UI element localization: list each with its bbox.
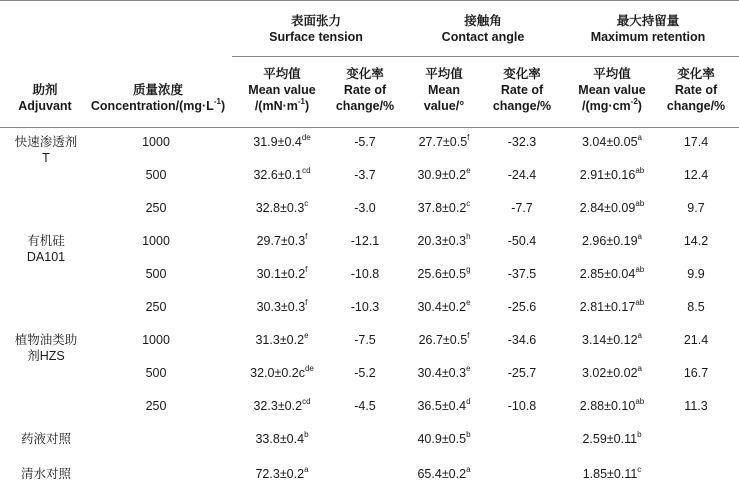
contact-angle-mean-cell: 37.8±0.2$^c$ [417,198,471,215]
concentration-cell: 250 [145,201,167,215]
adjuvant-label-solution-control: 药液对照 [20,432,71,446]
header-st-rate: 变化率 Rate of change/% [335,67,395,113]
surface-tension-mean-cell: 31.3±0.2$^e$ [255,330,309,347]
max-retention-rate-cell: 14.2 [683,234,709,248]
concentration-cell: 1000 [142,135,170,149]
contact-angle-rate-cell: -24.4 [507,168,537,182]
table-top-rule [0,0,739,1]
group-header-contact-angle: 接触角 Contact angle [441,14,525,44]
contact-angle-mean-cell: 40.9±0.5$^b$ [417,429,471,446]
max-retention-mean-cell: 2.84±0.09$^{ab}$ [579,198,645,215]
concentration-cell: 500 [145,267,167,281]
contact-angle-mean-cell: 30.9±0.2$^e$ [417,165,471,182]
surface-tension-rate-cell: -5.7 [354,135,376,149]
contact-angle-rate-cell: -34.6 [507,333,537,347]
contact-angle-rate-cell: -25.7 [507,366,537,380]
header-concentration: 质量浓度 Concentration/$(mg\cdot L^{-1})$ [90,83,226,113]
group-header-rule [232,56,739,57]
header-mr-mean: 平均值 Mean value $/(mg\cdot cm^{-2})$ [578,67,646,113]
header-adjuvant: 助剂 Adjuvant [18,83,72,113]
concentration-cell: 1000 [142,234,170,248]
group-header-surface-tension: 表面张力 Surface tension [269,14,363,44]
max-retention-rate-cell: 11.3 [684,399,708,413]
adjuvant-label-hzs: 植物油类助 剂HZS [14,333,78,363]
contact-angle-rate-cell: -25.6 [507,300,537,314]
max-retention-rate-cell: 16.7 [683,366,709,380]
max-retention-rate-cell: 12.4 [683,168,709,182]
surface-tension-mean-cell: 32.6±0.1$^{cd}$ [253,165,311,182]
max-retention-mean-cell: 3.04±0.05$^a$ [582,132,642,149]
surface-tension-rate-cell: -3.7 [354,168,376,182]
surface-tension-rate-cell: -5.2 [354,366,376,380]
header-mr-rate: 变化率 Rate of change/% [666,67,726,113]
concentration-cell: 250 [145,399,167,413]
surface-tension-rate-cell: -4.5 [354,399,376,413]
max-retention-mean-cell: 3.14±0.12$^a$ [582,330,642,347]
max-retention-mean-cell: 2.91±0.16$^{ab}$ [579,165,645,182]
max-retention-mean-cell: 2.81±0.17$^{ab}$ [579,297,645,314]
max-retention-mean-cell: 1.85±0.11$^c$ [582,464,642,481]
concentration-cell: 250 [145,300,167,314]
header-ca-rate: 变化率 Rate of change/% [492,67,552,113]
surface-tension-rate-cell: -3.0 [354,201,376,215]
contact-angle-mean-cell: 30.4±0.2$^e$ [417,297,471,314]
max-retention-mean-cell: 2.59±0.11$^b$ [582,429,642,446]
header-bottom-rule [0,127,739,128]
contact-angle-rate-cell: -37.5 [507,267,537,281]
surface-tension-rate-cell: -7.5 [354,333,376,347]
surface-tension-mean-cell: 72.3±0.2$^a$ [255,464,309,481]
surface-tension-mean-cell: 33.8±0.4$^b$ [255,429,309,446]
adjuvant-label-da101: 有机硅 DA101 [26,234,66,264]
max-retention-rate-cell: 21.4 [683,333,709,347]
max-retention-rate-cell: 9.9 [687,267,705,281]
max-retention-mean-cell: 2.96±0.19$^a$ [582,231,642,248]
max-retention-mean-cell: 2.88±0.10$^{ab}$ [579,396,645,413]
contact-angle-mean-cell: 25.6±0.5$^g$ [417,264,471,281]
contact-angle-mean-cell: 20.3±0.3$^h$ [417,231,471,248]
surface-tension-mean-cell: 30.3±0.3$^f$ [256,297,308,314]
adjuvant-label-water-control: 清水对照 [20,467,71,481]
surface-tension-rate-cell: -12.1 [350,234,380,248]
surface-tension-mean-cell: 31.9±0.4de [253,132,311,149]
contact-angle-mean-cell: 26.7±0.5$^f$ [418,330,470,347]
concentration-cell: 500 [145,168,167,182]
header-st-mean: 平均值 Mean value $/(mN\cdot m^{-1})$ [248,67,316,113]
contact-angle-mean-cell: 30.4±0.3$^e$ [417,363,471,380]
contact-angle-rate-cell: -10.8 [507,399,537,413]
surface-tension-mean-cell: 29.7±0.3$^f$ [256,231,308,248]
contact-angle-mean-cell: 65.4±0.2$^a$ [417,464,471,481]
surface-tension-rate-cell: -10.3 [350,300,380,314]
adjuvant-label-t: 快速渗透剂 T [14,135,78,165]
concentration-cell: 500 [145,366,167,380]
surface-tension-mean-cell: 30.1±0.2$^f$ [256,264,308,281]
header-ca-mean: 平均值 Mean value/° [423,67,465,113]
contact-angle-rate-cell: -7.7 [511,201,533,215]
concentration-cell: 1000 [142,333,170,347]
max-retention-mean-cell: 3.02±0.02$^a$ [582,363,642,380]
max-retention-rate-cell: 9.7 [687,201,705,215]
contact-angle-mean-cell: 27.7±0.5$^f$ [418,132,470,149]
surface-tension-mean-cell: 32.3±0.2$^{cd}$ [253,396,311,413]
max-retention-rate-cell: 17.4 [683,135,709,149]
surface-tension-mean-cell: 32.8±0.3$^c$ [255,198,309,215]
group-header-maximum-retention: 最大持留量 Maximum retention [590,14,706,44]
contact-angle-rate-cell: -32.3 [507,135,537,149]
contact-angle-rate-cell: -50.4 [507,234,537,248]
surface-tension-rate-cell: -10.8 [350,267,380,281]
max-retention-rate-cell: 8.5 [687,300,705,314]
max-retention-mean-cell: 2.85±0.04$^{ab}$ [579,264,645,281]
contact-angle-mean-cell: 36.5±0.4$^d$ [417,396,471,413]
surface-tension-mean-cell: $32.0\pm 0.2c^{de}$ [250,363,314,380]
